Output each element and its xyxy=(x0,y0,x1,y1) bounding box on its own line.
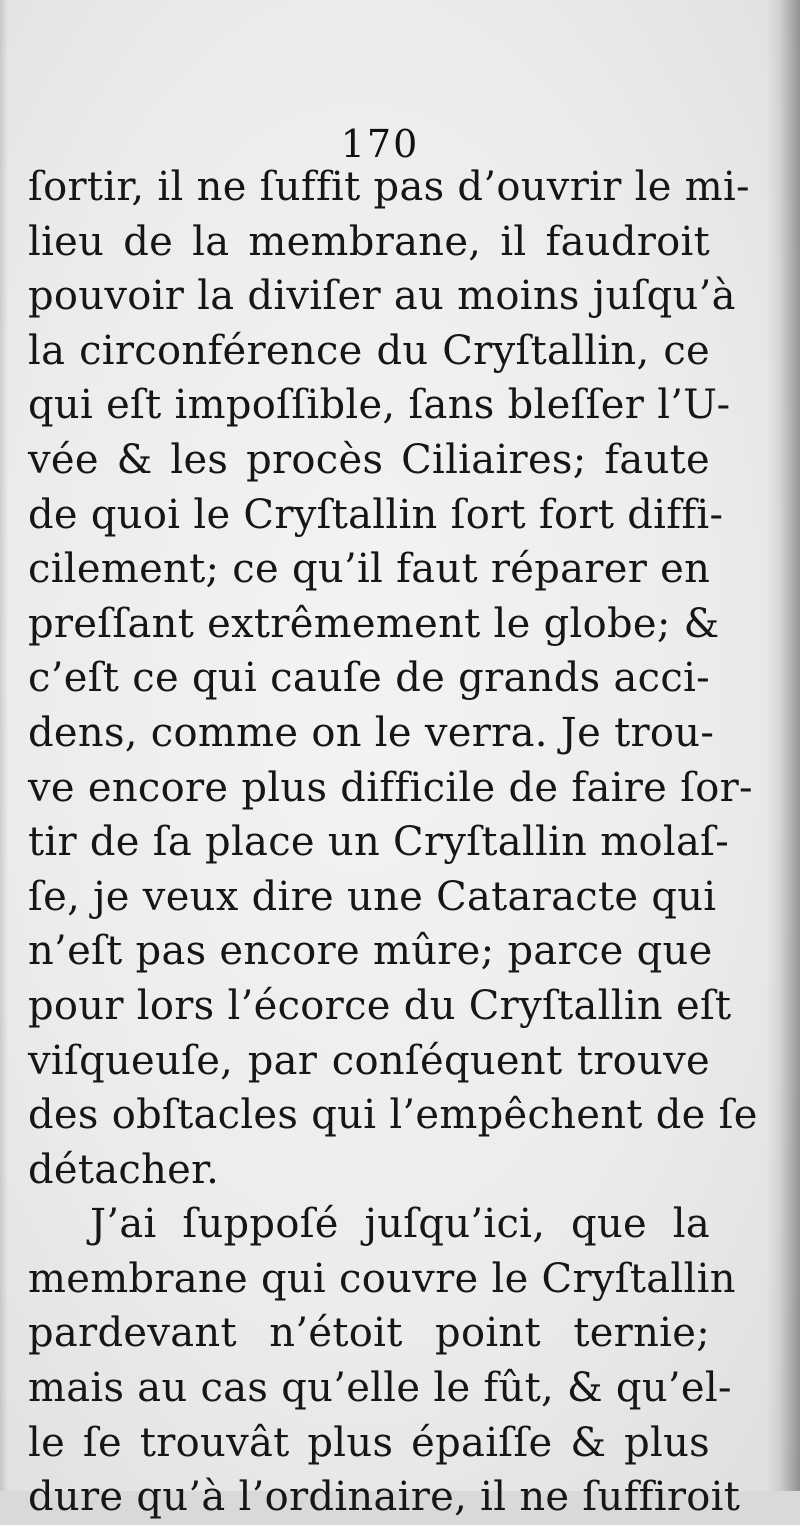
text-line: preſſant extrêmement le globe; & xyxy=(28,600,720,647)
text-line: c’eſt ce qui cauſe de grands acci- xyxy=(28,655,710,702)
gutter-shadow xyxy=(766,0,800,1491)
text-line: des obſtacles qui l’empêchent de ſe xyxy=(28,1092,758,1139)
text-line: vée & les procès Ciliaires; faute xyxy=(28,436,710,483)
text-line: mais au cas qu’elle le fût, & qu’el- xyxy=(28,1365,732,1412)
text-line: la circonférence du Cryſtallin, ce xyxy=(28,327,710,374)
body-text xyxy=(28,160,758,1525)
text-line: de quoi le Cryſtallin ſort fort diffi- xyxy=(28,491,724,538)
text-line: pardevant n’étoit point ternie; xyxy=(28,1310,710,1357)
text-line: ſe, je veux dire une Cataracte qui xyxy=(28,873,717,920)
text-line: n’eſt pas encore mûre; parce que xyxy=(28,928,713,975)
text-line: dens, comme on le verra. Je trou- xyxy=(28,709,715,756)
page-number: 170 xyxy=(340,122,420,166)
page-left-edge xyxy=(0,0,8,1491)
text-line: viſqueuſe, par conſéquent trouve xyxy=(28,1037,710,1084)
text-line: ſortir, il ne ſuffit pas d’ouvrir le mi- xyxy=(28,164,750,210)
text-line: cilement; ce qu’il faut réparer en xyxy=(28,546,711,593)
paragraph-end-line: détacher. xyxy=(28,1146,220,1193)
text-line: qui eſt impoſſible, ſans bleſſer l’U- xyxy=(28,382,731,429)
text-line: pouvoir la diviſer au moins juſqu’à xyxy=(28,273,736,320)
text-line: pour lors l’écorce du Cryſtallin eſt xyxy=(28,982,732,1029)
text-line: tir de ſa place un Cryſtallin molaſ- xyxy=(28,819,730,866)
paragraph-start-line: J’ai ſuppoſé juſqu’ici, que la xyxy=(90,1201,710,1248)
text-line: lieu de la membrane, il faudroit xyxy=(28,218,710,265)
text-line: membrane qui couvre le Cryſtallin xyxy=(28,1255,736,1302)
text-line: ve encore plus difficile de faire ſor- xyxy=(28,764,753,811)
text-line: dure qu’à l’ordinaire, il ne ſuffiroit xyxy=(28,1474,741,1521)
text-line: le ſe trouvât plus épaiſſe & plus xyxy=(28,1419,710,1466)
